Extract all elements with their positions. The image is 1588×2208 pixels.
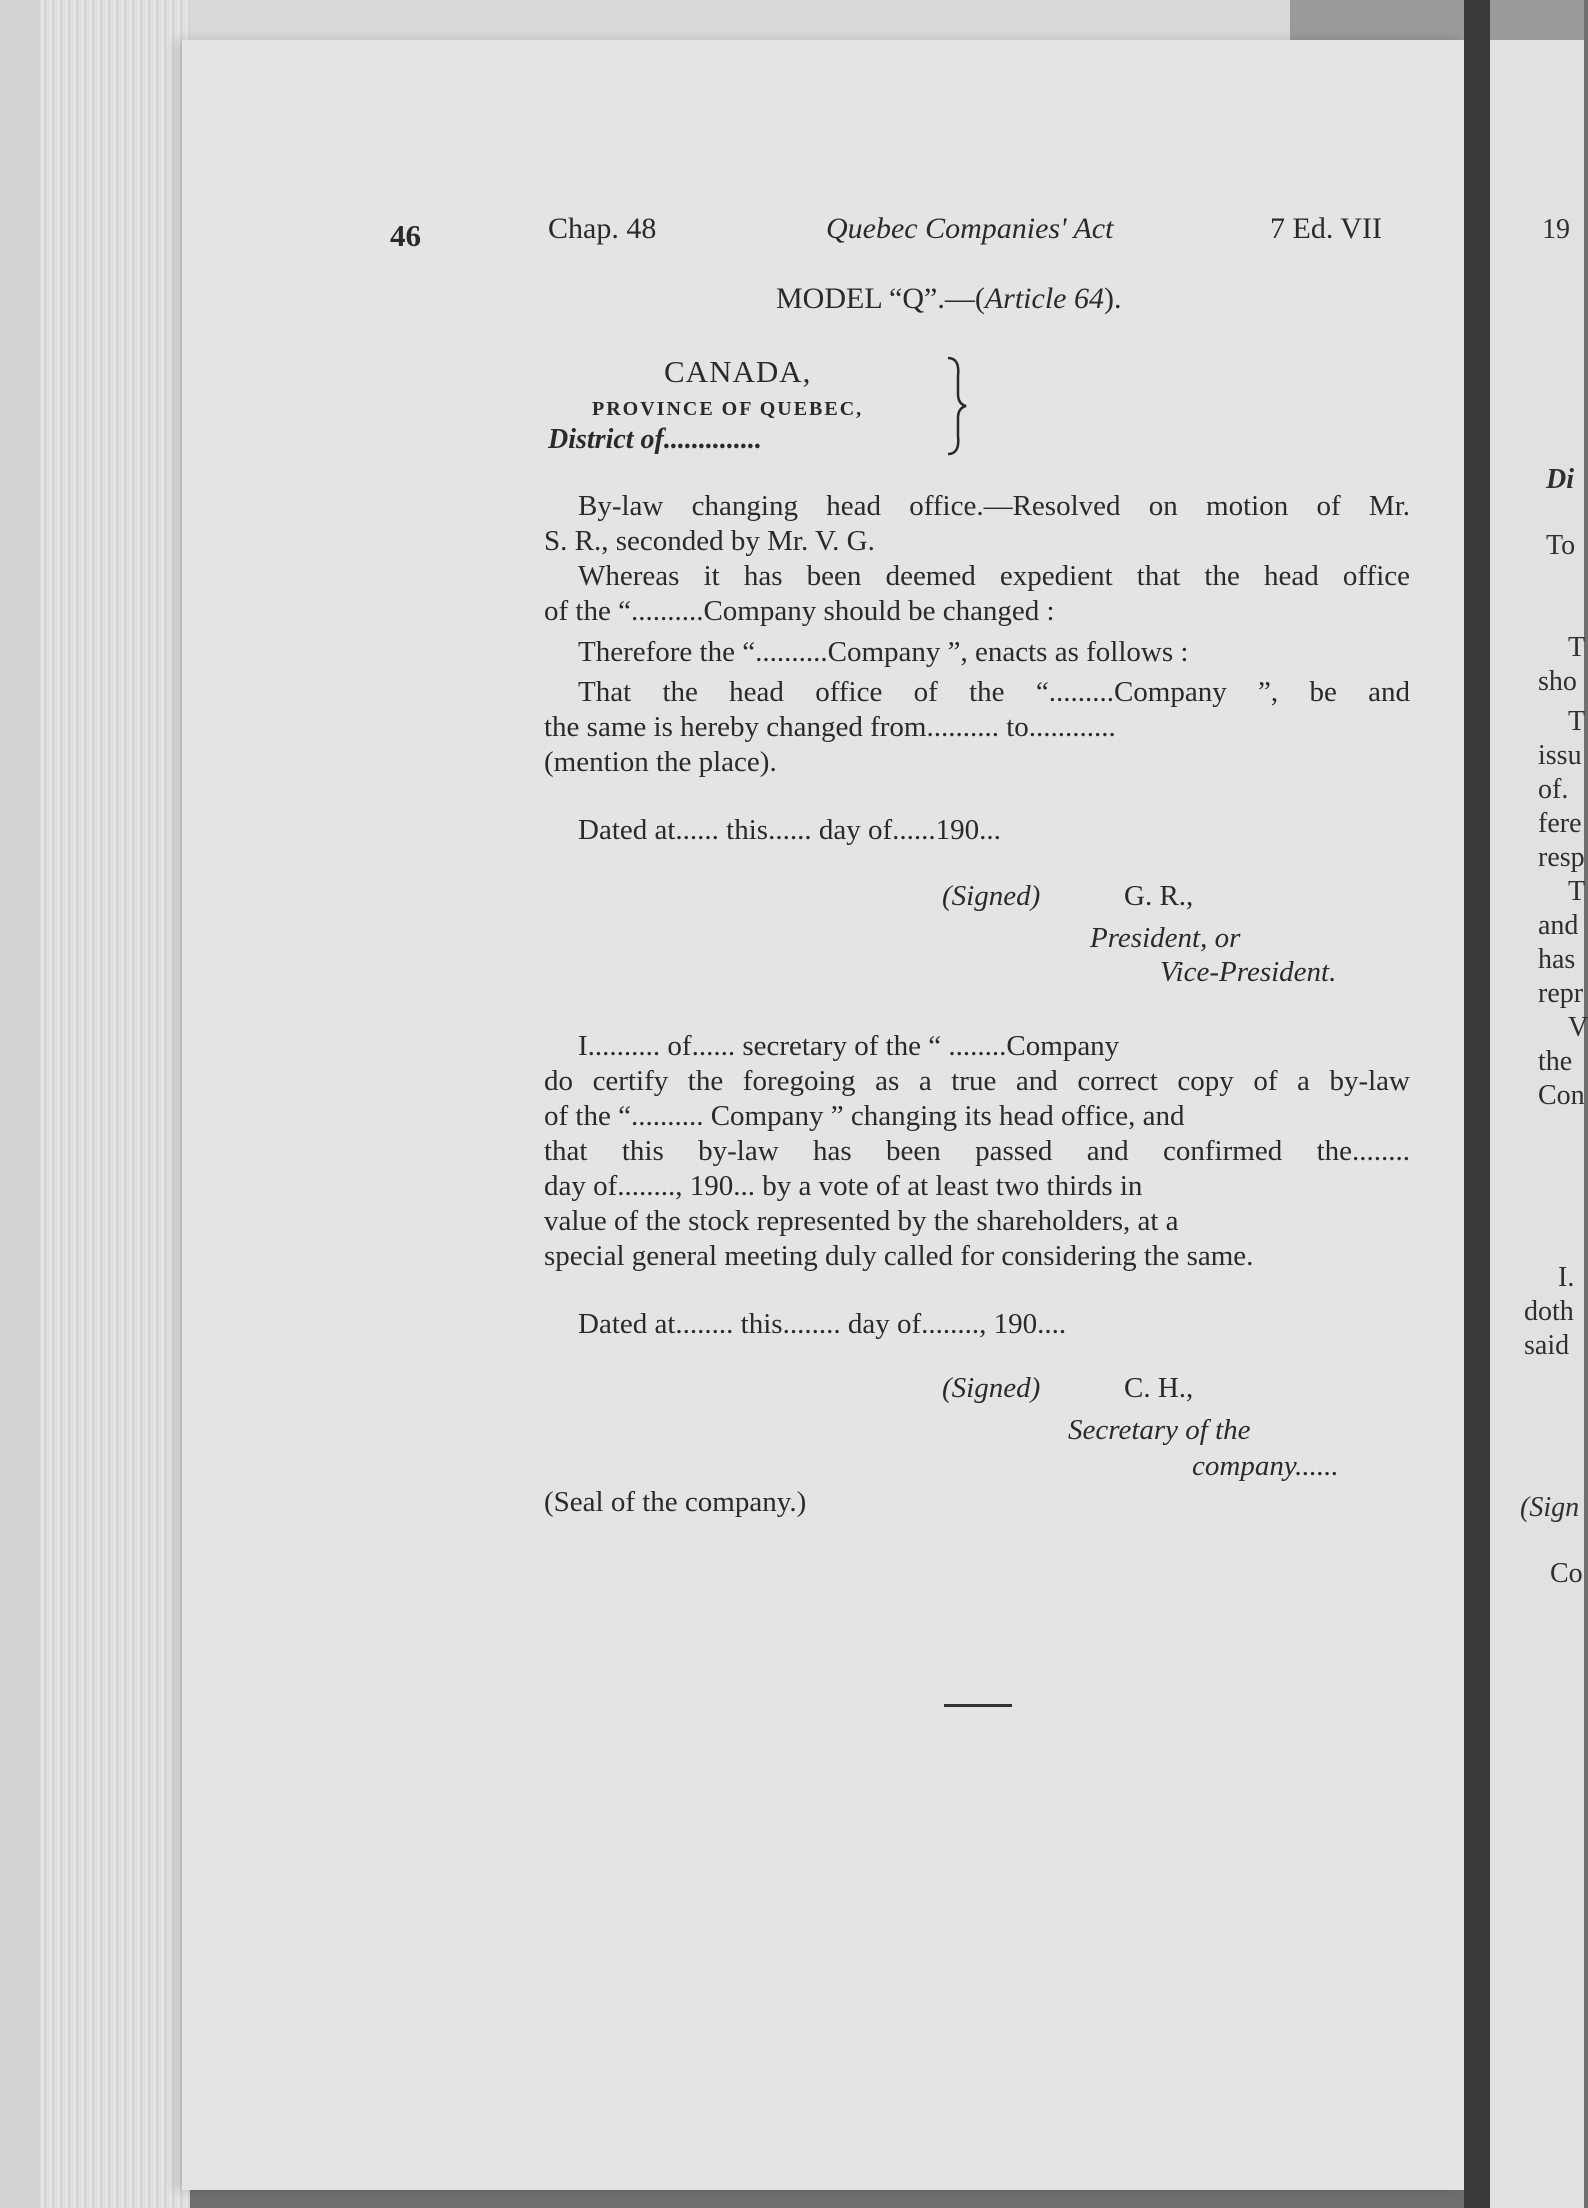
bylaw-line: That the head office of the “.........Company ”, be and [578, 676, 1410, 708]
signatory-title: company...... [1192, 1450, 1339, 1482]
edition-label: 7 Ed. VII [1270, 212, 1382, 245]
bylaw-line: By-law changing head office.—Resolved on motion of Mr. [578, 490, 1410, 522]
caption-district: District of.............. [548, 424, 762, 455]
article-reference: Article 64 [984, 282, 1104, 315]
caption-country: CANADA, [664, 354, 812, 389]
facing-page [1490, 40, 1588, 2208]
scan-top-band [0, 0, 1584, 40]
model-heading [776, 282, 1121, 316]
facing-fragment: has [1538, 944, 1576, 975]
signatory-title: President, or [1090, 922, 1241, 954]
certificate-line: day of........, 190... by a vote of at least two thirds in [544, 1170, 1143, 1202]
signatory-title: Secretary of the [1068, 1414, 1251, 1446]
facing-fragment: (Sign [1520, 1492, 1580, 1523]
book-page-edges [40, 0, 190, 2208]
certificate-line: of the “.......... Company ” changing its head office, and [544, 1100, 1185, 1132]
facing-fragment: To [1546, 530, 1576, 561]
signatory-name: G. R., [1124, 880, 1194, 912]
facing-fragment: resp [1538, 842, 1585, 873]
bylaw-line: (mention the place). [544, 746, 777, 778]
facing-fragment: fere [1538, 808, 1582, 839]
facing-fragment: 19 [1542, 214, 1570, 245]
seal-note: (Seal of the company.) [544, 1486, 807, 1518]
facing-fragment: I. [1558, 1262, 1575, 1293]
facing-fragment: issu [1538, 740, 1582, 771]
bylaw-line: the same is hereby changed from.......... to............ [544, 711, 1116, 743]
chapter-label: Chap. 48 [548, 212, 657, 245]
signed-label: (Signed) [942, 880, 1041, 912]
facing-fragment: sho [1538, 666, 1577, 697]
certificate-line: that this by-law has been passed and confirmed the........ [544, 1135, 1410, 1167]
book-gutter [1464, 0, 1490, 2208]
page-number: 46 [390, 218, 421, 253]
facing-fragment: V [1568, 1012, 1588, 1043]
certificate-dated-line: Dated at........ this........ day of........, 190.... [578, 1308, 1067, 1340]
caption-brace [944, 356, 968, 456]
certificate-line: value of the stock represented by the shareholders, at a [544, 1205, 1179, 1237]
caption-province: PROVINCE OF QUEBEC, [592, 398, 864, 420]
facing-fragment: the [1538, 1046, 1573, 1077]
bylaw-line: of the “..........Company should be changed : [544, 595, 1055, 627]
model-heading-close: ). [1103, 282, 1122, 315]
facing-fragment: T [1568, 706, 1586, 737]
certificate-line: I.......... of...... secretary of the “ ........Company [578, 1030, 1120, 1062]
certificate-line: special general meeting duly called for considering the same. [544, 1240, 1254, 1272]
bylaw-dated-line: Dated at...... this...... day of......190... [578, 814, 1001, 846]
facing-fragment: Di [1546, 464, 1574, 495]
facing-fragment: doth [1524, 1296, 1574, 1327]
facing-fragment: T [1568, 876, 1586, 907]
facing-fragment: T [1568, 632, 1586, 663]
facing-fragment: of. [1538, 774, 1569, 805]
act-title: Quebec Companies' Act [826, 212, 1114, 245]
signatory-title: Vice-President. [1160, 956, 1337, 988]
facing-fragment: Con [1538, 1080, 1585, 1111]
facing-fragment: repr [1538, 978, 1584, 1009]
book-edge-shadow [0, 0, 40, 2208]
end-rule [944, 1704, 1012, 1707]
facing-fragment: and [1538, 910, 1579, 941]
signatory-name: C. H., [1124, 1372, 1194, 1404]
bylaw-line: Whereas it has been deemed expedient that the head office [578, 560, 1410, 592]
bylaw-line: S. R., seconded by Mr. V. G. [544, 525, 875, 557]
facing-fragment: said [1524, 1330, 1570, 1361]
facing-fragment: Co [1550, 1558, 1583, 1589]
certificate-line: do certify the foregoing as a true and correct copy of a by-law [544, 1065, 1410, 1097]
model-label: MODEL “Q”.—( [776, 282, 985, 315]
bylaw-line: Therefore the “..........Company ”, enacts as follows : [578, 636, 1189, 668]
signed-label: (Signed) [942, 1372, 1041, 1404]
